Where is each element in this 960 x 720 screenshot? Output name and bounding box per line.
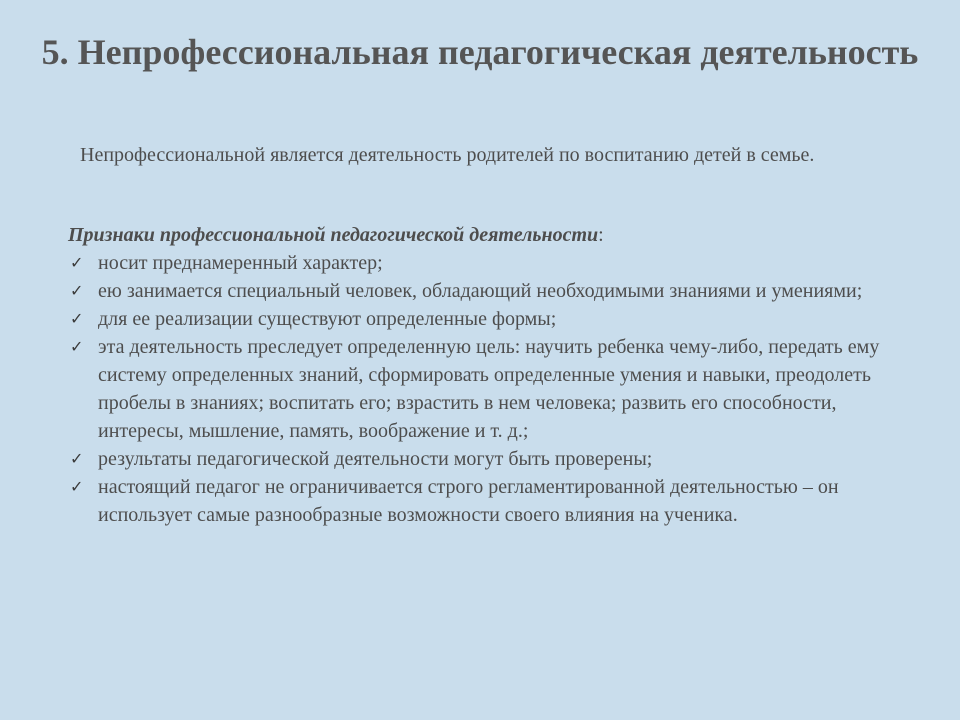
list-item-text: результаты педагогической деятельности могут быть проверены;	[98, 448, 653, 470]
intro-paragraph: Непрофессиональной является деятельность родителей по воспитанию детей в семье.	[80, 144, 815, 166]
checkmark-icon: ✓	[70, 253, 84, 272]
list-item	[68, 473, 918, 529]
list-item-text: эта деятельность преследует определенную цель: научить ребенка чему-либо, передать ему систему определенных знаний, сформировать определенные умения и навыки, преодолеть пробелы в знаниях; воспитать его; взрастить в нем человека; развить его способности, интересы, мышление, память, воображение и т. д.;	[98, 336, 880, 442]
checkmark-icon: ✓	[70, 449, 84, 468]
slide-title: 5. Непрофессиональная педагогическая деятельность	[41, 32, 919, 72]
list-item-text: ею занимается специальный человек, обладающий необходимыми знаниями и умениями;	[98, 280, 863, 302]
checkmark-icon: ✓	[70, 281, 84, 300]
list-item	[68, 445, 918, 473]
list-item-text: носит преднамеренный характер;	[98, 252, 383, 274]
checkmark-icon: ✓	[70, 337, 84, 356]
list-item	[68, 333, 918, 445]
signs-list	[68, 249, 918, 529]
list-item-text: для ее реализации существуют определенные формы;	[98, 308, 557, 330]
signs-heading-text: Признаки профессиональной педагогической деятельности	[68, 224, 599, 246]
signs-heading	[68, 221, 918, 249]
list-item	[68, 277, 918, 305]
list-item	[68, 305, 918, 333]
checkmark-icon: ✓	[70, 477, 84, 496]
signs-heading-colon: :	[598, 224, 604, 246]
checkmark-icon: ✓	[70, 309, 84, 328]
signs-section	[68, 221, 918, 529]
list-item	[68, 249, 918, 277]
list-item-text: настоящий педагог не ограничивается строго регламентированной деятельностью – он использует самые разнообразные возможности своего влияния на ученика.	[98, 476, 839, 526]
